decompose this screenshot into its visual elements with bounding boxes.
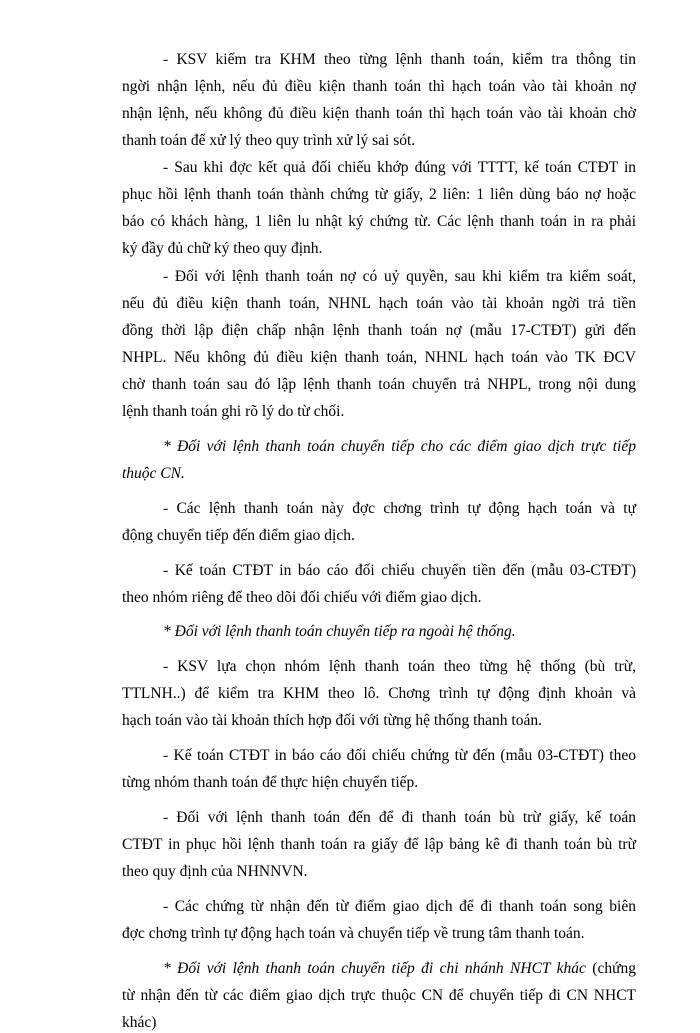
text-line: đồng thời lập điện chấp nhận lệnh thanh toán nợ (mẫu 17-CTĐT) gửi đến xyxy=(122,322,636,339)
text-line: nhận lệnh, nếu không đủ điều kiện thanh toán thì hạch toán vào tài khoản chờ xyxy=(122,105,636,122)
text-line: TTLNH..) để kiểm tra KHM theo lô. Chơng trình tự động định khoản và xyxy=(122,685,636,702)
text-line: nếu đủ điều kiện thanh toán, NHNL hạch toán vào tài khoản ngời trả tiền xyxy=(122,295,636,312)
text-tail: (chứng xyxy=(585,960,636,977)
text-line: - Kế toán CTĐT in báo cáo đối chiếu chứng từ đến (mẫu 03-CTĐT) theo xyxy=(163,747,636,764)
text-line: * Đối với lệnh thanh toán chuyển tiếp cho các điểm giao dịch trực tiếp xyxy=(163,438,636,455)
text-line: chờ thanh toán sau đó lập lệnh thanh toán chuyển trả NHPL, trong nội dung xyxy=(122,376,636,393)
text-line: từng nhóm thanh toán để thực hiện chuyển tiếp. xyxy=(122,774,419,791)
text-line: đợc chơng trình tự động hạch toán và chuyển tiếp về trung tâm thanh toán. xyxy=(122,925,585,942)
text-line: động chuyển tiếp đến điểm giao dịch. xyxy=(122,527,355,544)
text-heading: * Đối với lệnh thanh toán chuyển tiếp đi chi nhánh NHCT khác xyxy=(163,960,586,977)
text-line: từ nhận đến từ các điểm giao dịch trực thuộc CN để chuyển tiếp đi CN NHCT xyxy=(122,987,636,1004)
text-line: ngời nhận lệnh, nếu đủ điều kiện thanh toán thì hạch toán vào tài khoản nợ xyxy=(122,78,636,95)
text-line: hạch toán vào tài khoản thích hợp đối với từng hệ thống thanh toán. xyxy=(122,712,542,729)
text-line: báo có khách hàng, 1 liên lu nhật ký chứng từ. Các lệnh thanh toán in ra phải xyxy=(122,213,636,230)
text-line: theo quy định của NHNNVN. xyxy=(122,863,308,880)
text-line: - Đối với lệnh thanh toán nợ có uỷ quyền, sau khi kiểm tra kiểm soát, xyxy=(163,268,636,285)
text-line xyxy=(163,959,636,979)
text-line: - KSV kiểm tra KHM theo từng lệnh thanh toán, kiểm tra thông tin xyxy=(163,51,636,68)
text-line: - Kế toán CTĐT in báo cáo đối chiếu chuyển tiền đến (mẫu 03-CTĐT) xyxy=(163,562,636,579)
text-line: phục hồi lệnh thanh toán thành chứng từ giấy, 2 liên: 1 liên dùng báo nợ hoặc xyxy=(122,186,636,203)
text-line: thuộc CN. xyxy=(122,465,185,482)
text-line: thanh toán để xử lý theo quy trình xử lý sai sót. xyxy=(122,132,416,149)
text-line: - KSV lựa chọn nhóm lệnh thanh toán theo từng hệ thống (bù trừ, xyxy=(163,658,636,675)
text-line: lệnh thanh toán ghi rõ lý do từ chối. xyxy=(122,403,345,420)
text-line: - Các lệnh thanh toán này đợc chơng trình tự động hạch toán và tự xyxy=(163,500,636,517)
text-line: - Sau khi đợc kết quả đối chiếu khớp đúng với TTTT, kế toán CTĐT in xyxy=(163,159,636,176)
text-line: khác) xyxy=(122,1014,157,1031)
text-line: - Đối với lệnh thanh toán đến để đi thanh toán bù trừ giấy, kế toán xyxy=(163,809,636,826)
text-line: ký đầy đủ chữ ký theo quy định. xyxy=(122,240,323,257)
text-line: NHPL. Nếu không đủ điều kiện thanh toán, NHNL hạch toán vào TK ĐCV xyxy=(122,349,636,366)
text-line: - Các chứng từ nhận đến từ điểm giao dịch để đi thanh toán song biên xyxy=(163,898,636,915)
text-line: CTĐT in phục hồi lệnh thanh toán ra giấy để lập bảng kê đi thanh toán bù trừ xyxy=(122,836,636,853)
text-line: theo nhóm riêng để theo dõi đối chiếu với điểm giao dịch. xyxy=(122,589,482,606)
text-line: * Đối với lệnh thanh toán chuyển tiếp ra ngoài hệ thống. xyxy=(163,623,516,640)
